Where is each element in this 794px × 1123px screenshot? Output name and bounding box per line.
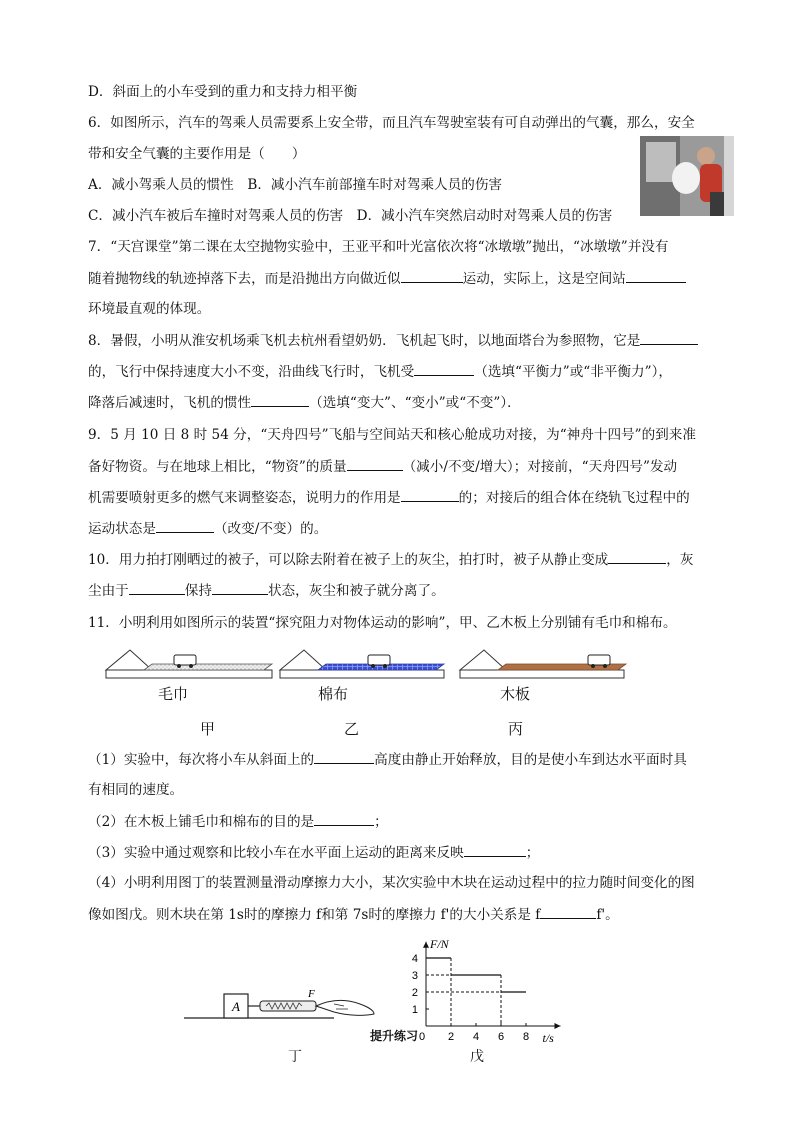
answer-blank[interactable] xyxy=(314,811,374,826)
question-7-line2: 随着抛物线的轨迹掉落下去，而是沿抛出方向做近似 运动，实际上，这是空间站 xyxy=(88,268,686,289)
spring-scale xyxy=(260,1001,316,1011)
answer-blank[interactable] xyxy=(251,392,309,407)
question-11-intro: 11．小明利用如图所示的装置“探究阻力对物体运动的影响”，甲、乙木板上分别铺有毛巾和棉布。 xyxy=(88,615,677,631)
x-tick-label: 4 xyxy=(472,1031,480,1043)
question-8-line3: 降落后减速时，飞机的惯性 （选填“变大”、“变小”或“不变”）． xyxy=(88,392,521,413)
incline-towel xyxy=(106,650,272,678)
friction-apparatus xyxy=(184,984,376,1026)
q11-part4-line1: （4）小明利用图丁的装置测量滑动摩擦力大小，某次实验中木块在运动过程中的拉力随时间变化的图 xyxy=(88,875,695,891)
y-axis-label: F/N xyxy=(430,936,449,951)
question-9-line2: 备好物资。与在地球上相比，“物资”的质量 （减小/不变/增大）；对接前，“天舟四号”发动 xyxy=(88,456,677,477)
airbag-photo xyxy=(640,136,734,216)
question-10-line2: 尘由于 保持 状态，灰尘和被子就分离了。 xyxy=(88,580,445,601)
block-label: A xyxy=(232,999,240,1014)
incline-cloth xyxy=(280,650,444,678)
watermark-text: 提升练习 xyxy=(370,1029,419,1043)
q11-part4-line2: 像如图戊。则木块在第 1s时的摩擦力 f和第 7s时的摩擦力 f'的大小关系是 f f'。 xyxy=(88,904,619,925)
x-tick-label: 6 xyxy=(497,1031,505,1043)
option-d: D．斜面上的小车受到的重力和支持力相平衡 xyxy=(88,84,358,100)
hand-drawing xyxy=(316,1000,374,1015)
q11-part1-line2: 有相同的速度。 xyxy=(88,782,184,798)
q11-part1-line1: （1）实验中，每次将小车从斜面上的 高度由静止开始释放，目的是使小车到达水平面时具 xyxy=(88,749,687,770)
x-tick-label: 8 xyxy=(522,1031,530,1043)
question-8-line2: 的，飞行中保持速度大小不变，沿曲线飞行时，飞机受 （选填“平衡力”或“非平衡力”）， xyxy=(88,361,672,382)
surface-label-towel: 毛巾 xyxy=(158,685,189,703)
question-9-line4: 运动状态是 （改变/不变）的。 xyxy=(88,518,327,539)
origin-label: 0 xyxy=(418,1031,426,1043)
x-tick-label: 2 xyxy=(447,1031,455,1043)
caption-bing: 丙 xyxy=(508,720,524,738)
answer-blank[interactable] xyxy=(640,330,698,345)
cart xyxy=(588,655,610,665)
x-axis-arrow xyxy=(555,1023,561,1029)
answer-blank[interactable] xyxy=(540,904,596,919)
caption-ding: 丁 xyxy=(288,1049,302,1065)
cart xyxy=(174,655,196,665)
cart xyxy=(368,655,390,665)
force-time-chart xyxy=(398,922,588,1046)
answer-blank[interactable] xyxy=(314,749,374,764)
caption-wu: 戊 xyxy=(470,1049,484,1065)
y-tick-label: 3 xyxy=(411,970,418,982)
question-8-line1: 8．暑假，小明从淮安机场乘飞机去杭州看望奶奶．飞机起飞时，以地面塔台为参照物，它是 xyxy=(88,330,698,351)
answer-blank[interactable] xyxy=(212,580,268,595)
answer-blank[interactable] xyxy=(626,268,686,283)
question-6-options-ab: A．减小驾乘人员的惯性 B．减小汽车前部撞车时对驾乘人员的伤害 xyxy=(88,177,503,193)
y-axis-arrow xyxy=(423,942,429,948)
question-7-line1: 7．“天宫课堂”第二课在太空抛物实验中，王亚平和叶光富依次将“冰墩墩”抛出，“冰墩墩”并没有 xyxy=(88,239,669,255)
caption-yi: 乙 xyxy=(344,720,360,738)
answer-blank[interactable] xyxy=(156,518,214,533)
q11-part2: （2）在木板上铺毛巾和棉布的目的是 ； xyxy=(88,811,388,832)
y-tick-label: 4 xyxy=(411,953,418,965)
answer-blank[interactable] xyxy=(401,487,459,502)
surface-label-cloth: 棉布 xyxy=(318,685,349,703)
question-6-line1: 6．如图所示，汽车的驾乘人员需要系上安全带，而且汽车驾驶室装有可自动弹出的气囊，那么，安全 xyxy=(88,115,695,131)
q11-part3: （3）实验中通过观察和比较小车在水平面上运动的距离来反映 ； xyxy=(88,842,539,863)
answer-blank[interactable] xyxy=(347,456,403,471)
incline-figure xyxy=(100,644,640,688)
incline-board xyxy=(460,650,626,678)
y-tick-label: 1 xyxy=(411,1004,418,1016)
question-6-line2: 带和安全气囊的主要作用是（ ） xyxy=(88,146,306,162)
y-tick-label: 2 xyxy=(411,987,418,999)
surface-label-board: 木板 xyxy=(500,685,531,703)
answer-blank[interactable] xyxy=(608,549,666,564)
caption-jia: 甲 xyxy=(200,720,216,738)
force-label: F xyxy=(308,988,315,1000)
answer-blank[interactable] xyxy=(129,580,185,595)
question-9-line1: 9．5 月 10 日 8 时 54 分，“天舟四号”飞船与空间站天和核心舱成功对接，为“神舟十四号”的到来准 xyxy=(88,427,696,443)
question-6-options-cd: C．减小汽车被后车撞时对驾乘人员的伤害 D．减小汽车突然启动时对驾乘人员的伤害 xyxy=(88,208,613,224)
question-10-line1: 10．用力拍打刚晒过的被子，可以除去附着在被子上的灰尘，拍打时，被子从静止变成 ，灰 xyxy=(88,549,693,570)
question-7-line3: 环境最直观的体现。 xyxy=(88,301,211,317)
answer-blank[interactable] xyxy=(464,842,526,857)
answer-blank[interactable] xyxy=(414,361,474,376)
question-9-line3: 机需要喷射更多的燃气来调整姿态，说明力的作用是 的；对接后的组合体在绕轨飞过程中的 xyxy=(88,487,690,508)
answer-blank[interactable] xyxy=(401,268,463,283)
x-axis-label: t/s xyxy=(542,1031,554,1045)
